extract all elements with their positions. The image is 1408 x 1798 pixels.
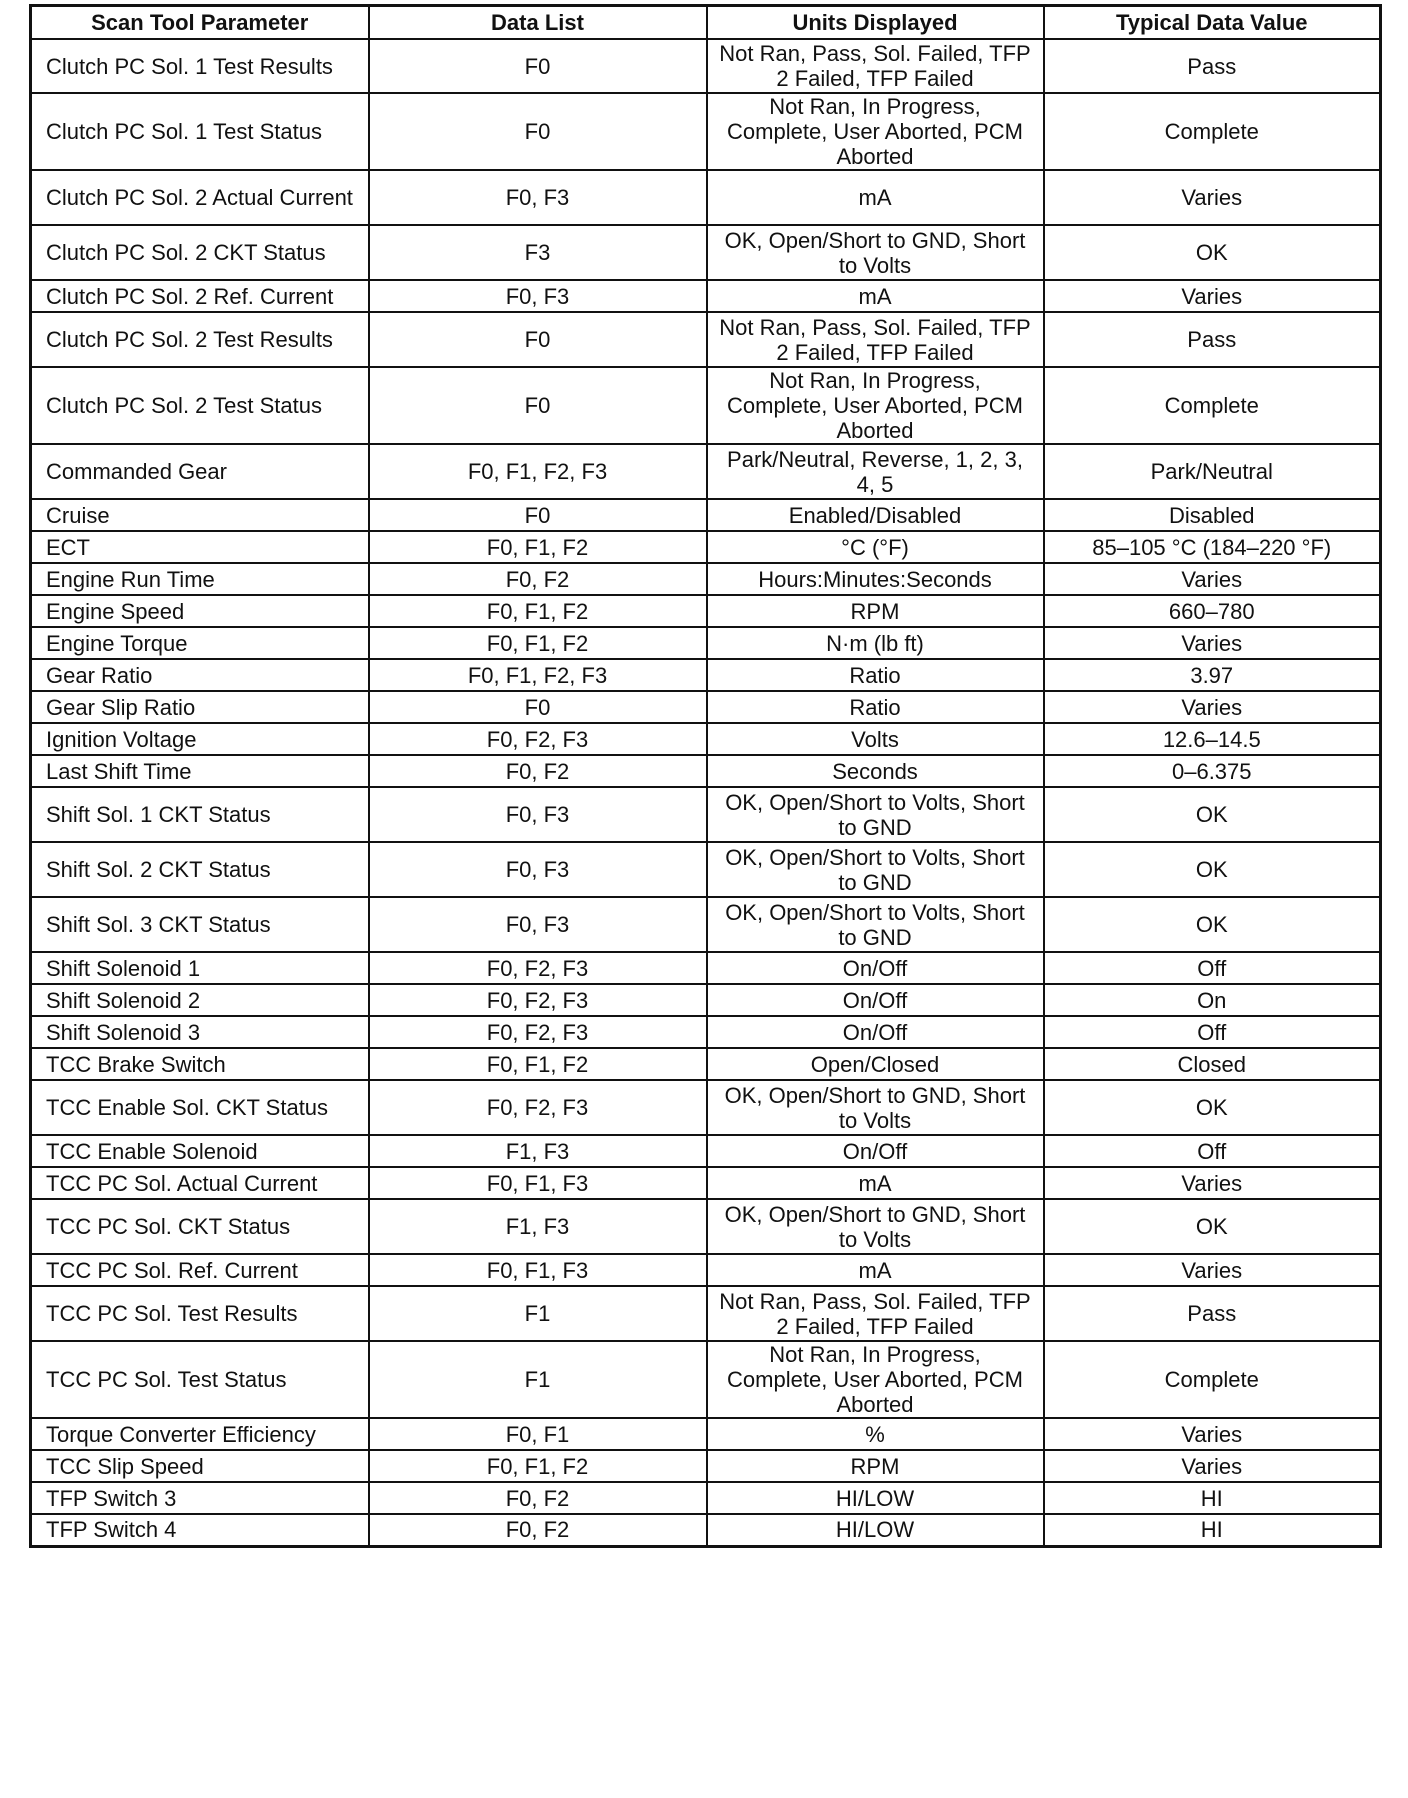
table-row <box>31 1048 1381 1080</box>
cell-data-list: F0, F1, F2 <box>369 595 707 627</box>
cell-data-list: F1, F3 <box>369 1199 707 1254</box>
cell-parameter: TCC PC Sol. Test Results <box>31 1286 369 1341</box>
cell-parameter: Ignition Voltage <box>31 723 369 755</box>
cell-units-displayed: Not Ran, Pass, Sol. Failed, TFP 2 Failed, TFP Failed <box>707 312 1044 367</box>
table-row <box>31 531 1381 563</box>
cell-parameter: Clutch PC Sol. 2 CKT Status <box>31 225 369 280</box>
table-header <box>31 6 1381 40</box>
cell-typical-value: Off <box>1044 952 1381 984</box>
table-row <box>31 755 1381 787</box>
cell-parameter: TCC Enable Sol. CKT Status <box>31 1080 369 1135</box>
cell-parameter: Clutch PC Sol. 2 Test Status <box>31 367 369 444</box>
cell-typical-value: 3.97 <box>1044 659 1381 691</box>
cell-parameter: ECT <box>31 531 369 563</box>
cell-units-displayed: OK, Open/Short to Volts, Short to GND <box>707 787 1044 842</box>
table-row <box>31 39 1381 93</box>
cell-parameter: Shift Sol. 1 CKT Status <box>31 787 369 842</box>
table-row <box>31 952 1381 984</box>
cell-data-list: F0, F2 <box>369 755 707 787</box>
cell-typical-value: Closed <box>1044 1048 1381 1080</box>
cell-units-displayed: Ratio <box>707 691 1044 723</box>
cell-parameter: Clutch PC Sol. 2 Test Results <box>31 312 369 367</box>
cell-typical-value: Varies <box>1044 563 1381 595</box>
cell-data-list: F3 <box>369 225 707 280</box>
cell-parameter: TCC PC Sol. Actual Current <box>31 1167 369 1199</box>
table-row <box>31 1341 1381 1418</box>
cell-data-list: F0 <box>369 499 707 531</box>
cell-typical-value: Pass <box>1044 1286 1381 1341</box>
cell-parameter: Commanded Gear <box>31 444 369 499</box>
cell-units-displayed: °C (°F) <box>707 531 1044 563</box>
table-row <box>31 444 1381 499</box>
cell-units-displayed: Not Ran, Pass, Sol. Failed, TFP 2 Failed, TFP Failed <box>707 39 1044 93</box>
cell-typical-value: Off <box>1044 1135 1381 1167</box>
cell-data-list: F0 <box>369 367 707 444</box>
cell-data-list: F0, F3 <box>369 787 707 842</box>
cell-typical-value: HI <box>1044 1514 1381 1546</box>
table-row <box>31 627 1381 659</box>
cell-data-list: F0, F2 <box>369 1514 707 1546</box>
cell-parameter: TFP Switch 4 <box>31 1514 369 1546</box>
cell-typical-value: Varies <box>1044 170 1381 225</box>
cell-units-displayed: Hours:Minutes:Seconds <box>707 563 1044 595</box>
cell-typical-value: OK <box>1044 842 1381 897</box>
cell-units-displayed: mA <box>707 170 1044 225</box>
table-row <box>31 691 1381 723</box>
cell-parameter: Clutch PC Sol. 2 Actual Current <box>31 170 369 225</box>
cell-typical-value: Complete <box>1044 1341 1381 1418</box>
cell-data-list: F0, F2, F3 <box>369 952 707 984</box>
cell-parameter: Engine Run Time <box>31 563 369 595</box>
cell-data-list: F0, F1, F3 <box>369 1254 707 1286</box>
cell-data-list: F0, F2 <box>369 563 707 595</box>
table-row <box>31 1016 1381 1048</box>
cell-units-displayed: N·m (lb ft) <box>707 627 1044 659</box>
cell-data-list: F0, F1 <box>369 1418 707 1450</box>
cell-typical-value: On <box>1044 984 1381 1016</box>
cell-typical-value: OK <box>1044 787 1381 842</box>
cell-data-list: F0 <box>369 312 707 367</box>
cell-data-list: F0 <box>369 691 707 723</box>
cell-typical-value: Off <box>1044 1016 1381 1048</box>
cell-units-displayed: Open/Closed <box>707 1048 1044 1080</box>
cell-units-displayed: On/Off <box>707 952 1044 984</box>
scan-tool-data-table <box>29 4 1382 1548</box>
cell-parameter: Torque Converter Efficiency <box>31 1418 369 1450</box>
cell-data-list: F0, F1, F2 <box>369 531 707 563</box>
cell-parameter: Clutch PC Sol. 1 Test Results <box>31 39 369 93</box>
cell-units-displayed: mA <box>707 280 1044 312</box>
cell-units-displayed: Park/Neutral, Reverse, 1, 2, 3, 4, 5 <box>707 444 1044 499</box>
header-scan-tool-parameter: Scan Tool Parameter <box>31 6 369 40</box>
cell-units-displayed: Not Ran, Pass, Sol. Failed, TFP 2 Failed, TFP Failed <box>707 1286 1044 1341</box>
cell-typical-value: Varies <box>1044 1254 1381 1286</box>
cell-parameter: Shift Solenoid 1 <box>31 952 369 984</box>
cell-parameter: TCC Slip Speed <box>31 1450 369 1482</box>
table-row <box>31 897 1381 952</box>
cell-units-displayed: HI/LOW <box>707 1482 1044 1514</box>
cell-units-displayed: Enabled/Disabled <box>707 499 1044 531</box>
table-row <box>31 1167 1381 1199</box>
cell-data-list: F0, F1, F2, F3 <box>369 659 707 691</box>
cell-units-displayed: On/Off <box>707 1135 1044 1167</box>
cell-units-displayed: HI/LOW <box>707 1514 1044 1546</box>
cell-units-displayed: On/Off <box>707 984 1044 1016</box>
table-row <box>31 93 1381 170</box>
cell-parameter: TCC Enable Solenoid <box>31 1135 369 1167</box>
cell-units-displayed: OK, Open/Short to GND, Short to Volts <box>707 225 1044 280</box>
cell-data-list: F0 <box>369 93 707 170</box>
table-row <box>31 842 1381 897</box>
cell-parameter: TCC PC Sol. Test Status <box>31 1341 369 1418</box>
table-row <box>31 1450 1381 1482</box>
table-row <box>31 1080 1381 1135</box>
cell-typical-value: 85–105 °C (184–220 °F) <box>1044 531 1381 563</box>
table-row <box>31 1286 1381 1341</box>
table-row <box>31 1135 1381 1167</box>
cell-data-list: F0, F2 <box>369 1482 707 1514</box>
cell-typical-value: Disabled <box>1044 499 1381 531</box>
cell-units-displayed: OK, Open/Short to GND, Short to Volts <box>707 1199 1044 1254</box>
cell-units-displayed: RPM <box>707 1450 1044 1482</box>
cell-typical-value: 12.6–14.5 <box>1044 723 1381 755</box>
table-body <box>31 39 1381 1546</box>
cell-units-displayed: mA <box>707 1254 1044 1286</box>
cell-data-list: F1 <box>369 1341 707 1418</box>
cell-typical-value: Varies <box>1044 691 1381 723</box>
cell-data-list: F0, F2, F3 <box>369 1016 707 1048</box>
cell-data-list: F0, F3 <box>369 897 707 952</box>
table-row <box>31 1254 1381 1286</box>
table-row <box>31 280 1381 312</box>
cell-units-displayed: Not Ran, In Progress, Complete, User Aborted, PCM Aborted <box>707 1341 1044 1418</box>
cell-parameter: Shift Solenoid 2 <box>31 984 369 1016</box>
cell-data-list: F0, F1, F2 <box>369 1048 707 1080</box>
cell-units-displayed: RPM <box>707 595 1044 627</box>
table-row <box>31 170 1381 225</box>
cell-data-list: F0, F1, F2 <box>369 627 707 659</box>
cell-parameter: Gear Slip Ratio <box>31 691 369 723</box>
cell-data-list: F0, F1, F2 <box>369 1450 707 1482</box>
cell-parameter: Engine Torque <box>31 627 369 659</box>
cell-parameter: Cruise <box>31 499 369 531</box>
cell-typical-value: OK <box>1044 1080 1381 1135</box>
table-row <box>31 659 1381 691</box>
cell-parameter: TFP Switch 3 <box>31 1482 369 1514</box>
cell-units-displayed: Seconds <box>707 755 1044 787</box>
table-row <box>31 367 1381 444</box>
cell-units-displayed: Not Ran, In Progress, Complete, User Aborted, PCM Aborted <box>707 367 1044 444</box>
table-row <box>31 1514 1381 1546</box>
cell-units-displayed: Not Ran, In Progress, Complete, User Aborted, PCM Aborted <box>707 93 1044 170</box>
cell-units-displayed: % <box>707 1418 1044 1450</box>
header-typical-data-value: Typical Data Value <box>1044 6 1381 40</box>
cell-data-list: F0 <box>369 39 707 93</box>
table-row <box>31 787 1381 842</box>
cell-parameter: Last Shift Time <box>31 755 369 787</box>
cell-typical-value: Varies <box>1044 627 1381 659</box>
cell-typical-value: Pass <box>1044 39 1381 93</box>
cell-parameter: Gear Ratio <box>31 659 369 691</box>
table-row <box>31 225 1381 280</box>
cell-typical-value: OK <box>1044 225 1381 280</box>
cell-units-displayed: Volts <box>707 723 1044 755</box>
table-row <box>31 312 1381 367</box>
cell-typical-value: HI <box>1044 1482 1381 1514</box>
cell-typical-value: Pass <box>1044 312 1381 367</box>
cell-data-list: F0, F2, F3 <box>369 1080 707 1135</box>
cell-parameter: Engine Speed <box>31 595 369 627</box>
cell-parameter: Shift Solenoid 3 <box>31 1016 369 1048</box>
cell-typical-value: Varies <box>1044 280 1381 312</box>
cell-typical-value: 0–6.375 <box>1044 755 1381 787</box>
cell-units-displayed: On/Off <box>707 1016 1044 1048</box>
cell-data-list: F0, F1, F2, F3 <box>369 444 707 499</box>
cell-data-list: F0, F2, F3 <box>369 984 707 1016</box>
cell-typical-value: 660–780 <box>1044 595 1381 627</box>
cell-typical-value: Park/Neutral <box>1044 444 1381 499</box>
cell-parameter: TCC PC Sol. Ref. Current <box>31 1254 369 1286</box>
table-row <box>31 984 1381 1016</box>
cell-data-list: F0, F2, F3 <box>369 723 707 755</box>
cell-units-displayed: OK, Open/Short to GND, Short to Volts <box>707 1080 1044 1135</box>
cell-typical-value: Varies <box>1044 1167 1381 1199</box>
table-row <box>31 563 1381 595</box>
cell-typical-value: OK <box>1044 1199 1381 1254</box>
cell-parameter: TCC PC Sol. CKT Status <box>31 1199 369 1254</box>
cell-units-displayed: mA <box>707 1167 1044 1199</box>
cell-units-displayed: OK, Open/Short to Volts, Short to GND <box>707 897 1044 952</box>
cell-units-displayed: OK, Open/Short to Volts, Short to GND <box>707 842 1044 897</box>
table-row <box>31 723 1381 755</box>
cell-data-list: F1, F3 <box>369 1135 707 1167</box>
cell-data-list: F0, F1, F3 <box>369 1167 707 1199</box>
cell-data-list: F1 <box>369 1286 707 1341</box>
header-data-list: Data List <box>369 6 707 40</box>
header-row <box>31 6 1381 40</box>
cell-typical-value: Varies <box>1044 1450 1381 1482</box>
cell-units-displayed: Ratio <box>707 659 1044 691</box>
table-row <box>31 499 1381 531</box>
cell-data-list: F0, F3 <box>369 842 707 897</box>
cell-typical-value: Varies <box>1044 1418 1381 1450</box>
cell-typical-value: OK <box>1044 897 1381 952</box>
cell-parameter: Clutch PC Sol. 2 Ref. Current <box>31 280 369 312</box>
cell-parameter: Clutch PC Sol. 1 Test Status <box>31 93 369 170</box>
cell-typical-value: Complete <box>1044 367 1381 444</box>
cell-data-list: F0, F3 <box>369 280 707 312</box>
cell-parameter: Shift Sol. 3 CKT Status <box>31 897 369 952</box>
table-row <box>31 1482 1381 1514</box>
table-row <box>31 1199 1381 1254</box>
cell-typical-value: Complete <box>1044 93 1381 170</box>
cell-data-list: F0, F3 <box>369 170 707 225</box>
cell-parameter: Shift Sol. 2 CKT Status <box>31 842 369 897</box>
table-row <box>31 595 1381 627</box>
cell-parameter: TCC Brake Switch <box>31 1048 369 1080</box>
header-units-displayed: Units Displayed <box>707 6 1044 40</box>
table-row <box>31 1418 1381 1450</box>
